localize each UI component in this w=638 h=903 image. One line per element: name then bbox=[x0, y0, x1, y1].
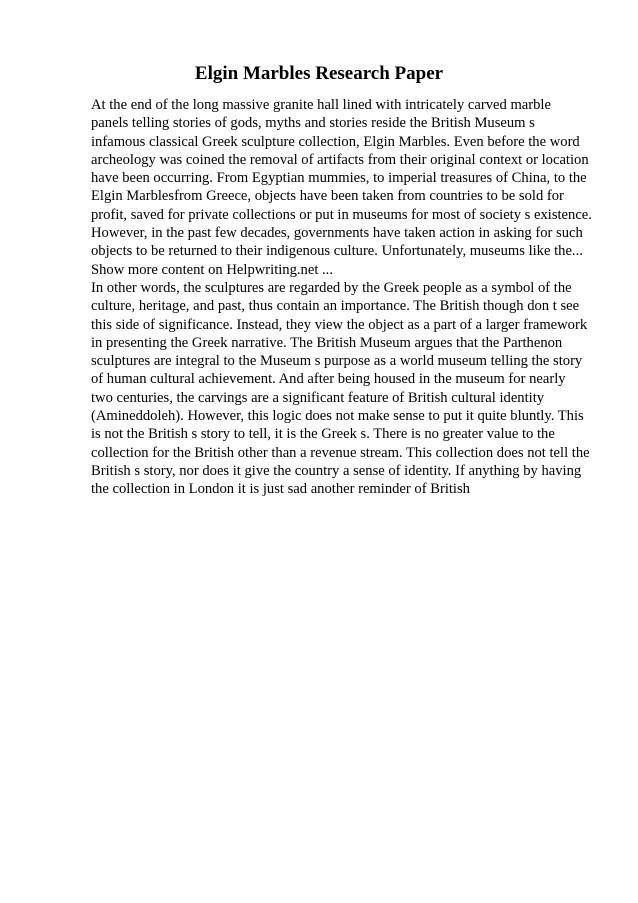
body-line: collection for the British other than a revenue stream. This collection does not tell the bbox=[91, 444, 590, 461]
document-body bbox=[91, 96, 601, 499]
body-line: have been occurring. From Egyptian mummies, to imperial treasures of China, to the bbox=[91, 170, 587, 187]
body-line: is not the British s story to tell, it is the Greek s. There is no greater value to the bbox=[91, 426, 555, 443]
body-line: British s story, nor does it give the country a sense of identity. If anything by having bbox=[91, 462, 582, 479]
body-line: of human cultural achievement. And after being housed in the museum for nearly bbox=[91, 371, 566, 388]
body-line: culture, heritage, and past, thus contain an importance. The British though don t see bbox=[91, 298, 580, 315]
body-line: In other words, the sculptures are regarded by the Greek people as a symbol of the bbox=[91, 279, 572, 296]
body-line: However, in the past few decades, governments have taken action in asking for such bbox=[91, 225, 583, 242]
body-line: archeology was coined the removal of artifacts from their original context or location bbox=[91, 151, 589, 168]
body-line: sculptures are integral to the Museum s purpose as a world museum telling the story bbox=[91, 353, 583, 370]
show-more-link[interactable]: Show more content on Helpwriting.net ... bbox=[91, 261, 333, 278]
body-line: in presenting the Greek narrative. The British Museum argues that the Parthenon bbox=[91, 334, 563, 351]
body-line: infamous classical Greek sculpture collection, Elgin Marbles. Even before the word bbox=[91, 133, 580, 150]
body-line: Elgin Marblesfrom Greece, objects have been taken from countries to be sold for bbox=[91, 188, 564, 205]
body-line: At the end of the long massive granite hall lined with intricately carved marble bbox=[91, 97, 551, 113]
body-line: two centuries, the carvings are a significant feature of British cultural identity bbox=[91, 389, 545, 406]
body-line: this side of significance. Instead, they view the object as a part of a larger framework bbox=[91, 316, 588, 333]
body-line: the collection in London it is just sad another reminder of British bbox=[91, 481, 470, 498]
body-line: objects to be returned to their indigenous culture. Unfortunately, museums like the... bbox=[91, 243, 583, 260]
body-line: (Amineddoleh). However, this logic does not make sense to put it quite bluntly. This bbox=[91, 408, 584, 425]
body-line: profit, saved for private collections or put in museums for most of society s existence. bbox=[91, 206, 592, 223]
body-line: panels telling stories of gods, myths and stories reside the British Museum s bbox=[91, 115, 535, 132]
document-title: Elgin Marbles Research Paper bbox=[194, 63, 444, 84]
